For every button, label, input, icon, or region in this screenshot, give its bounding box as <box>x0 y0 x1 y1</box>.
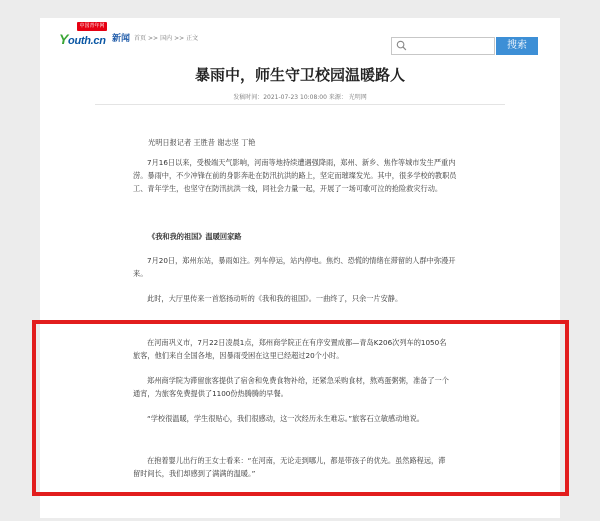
breadcrumb-separator: >> <box>148 35 159 42</box>
logo-text: Youth.cn <box>59 31 106 47</box>
breadcrumb-section[interactable]: 国内 <box>160 35 173 42</box>
breadcrumb-home[interactable]: 首页 <box>134 35 147 42</box>
divider <box>95 104 505 105</box>
article-paragraph: 7月20日，郑州东站，暴雨如注。列车停运，站内停电。焦灼、恐慌的情绪在滞留的人群中弥漫开来。 <box>133 256 456 278</box>
search-input[interactable] <box>410 39 492 53</box>
article-paragraph: 在抱着婴儿出行的王女士看来：“在河南，无论走到哪儿，都是带孩子的优先。虽然路程远，滞留时间长，我们却感到了满满的温暖。” <box>133 456 446 478</box>
search-icon <box>396 40 407 51</box>
article-paragraph: 在河南巩义市，7月22日凌晨1点，郑州商学院正在有序安置成都—青岛K206次列车的1050名旅客，他们来自全国各地，因暴雨受困在这里已经超过20个小时。 <box>133 338 447 360</box>
breadcrumb-separator: >> <box>174 35 185 42</box>
article-paragraph: 郑州商学院为滞留旅客提供了宿舍和免费食物补给，还紧急采购食材，熬鸡蛋粥粥，准备了一个通宵，为旅客免费提供了1100份热腾腾的早餐。 <box>133 376 449 398</box>
breadcrumb-current: 正文 <box>186 35 199 42</box>
breadcrumb <box>134 33 200 42</box>
logo-badge: 中国青年网 <box>77 22 107 31</box>
article-byline: 光明日报记者 王胜昔 谢志坚 丁艳 <box>148 138 256 147</box>
article-paragraph: “学校很温暖，学生很贴心，我们很感动，这一次经历永生难忘。”旅客石立敏感动地说。 <box>147 414 424 423</box>
article-meta: 发稿时间：2021-07-23 10:08:00 来源： 光明网 <box>233 94 367 101</box>
article-subheading: 《我和我的祖国》温暖回家路 <box>148 232 242 241</box>
nav-title[interactable]: 新闻 <box>112 34 131 44</box>
site-logo[interactable] <box>59 22 109 48</box>
search-box[interactable] <box>391 37 495 55</box>
article-paragraph: 7月16日以来，受极端天气影响，河南等地持续遭遇强降雨，郑州、新乡、焦作等城市发生严重内涝。暴雨中，不少冲锋在前的身影奔赴在防汛抗洪的路上，坚定而璀璨发光。其中，很多学校的教职员工、青年学生，也坚守在防汛抗洪一线，同社会力量一起，开展了一场可歌可泣的抢险救灾行动。 <box>133 158 457 193</box>
article-paragraph: 此时，大厅里传来一首悠扬动听的《我和我的祖国》。一曲终了，只余一片安静。 <box>147 294 403 303</box>
article-title: 暴雨中，师生守卫校园温暖路人 <box>194 66 405 84</box>
search-button[interactable]: 搜索 <box>496 37 538 55</box>
